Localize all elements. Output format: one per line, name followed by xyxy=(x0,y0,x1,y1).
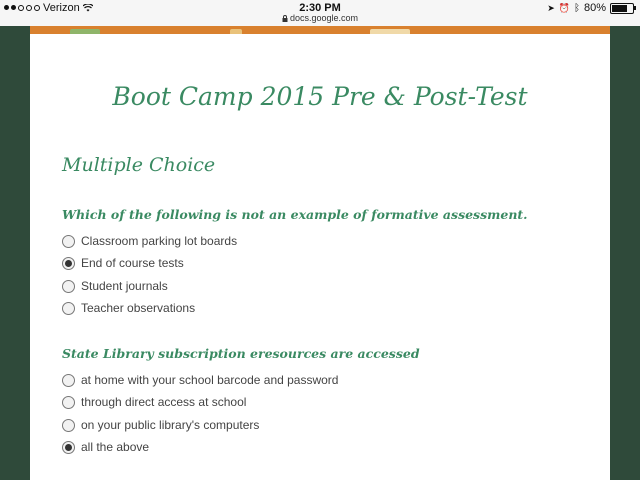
radio-button[interactable] xyxy=(62,419,75,432)
question-1-option-3[interactable] xyxy=(62,276,168,296)
radio-button[interactable] xyxy=(62,257,75,270)
option-label: at home with your school barcode and password xyxy=(81,373,339,387)
option-label: all the above xyxy=(81,440,150,454)
form-header-banner xyxy=(30,26,610,34)
radio-button[interactable] xyxy=(62,374,75,387)
option-label: Classroom parking lot boards xyxy=(81,234,238,248)
question-2-option-4[interactable] xyxy=(62,437,149,457)
battery-percent: 80% xyxy=(583,2,606,14)
option-label: Student journals xyxy=(81,279,168,293)
carrier-label: Verizon xyxy=(43,2,80,14)
status-right xyxy=(547,2,634,14)
option-label: Teacher observations xyxy=(81,301,196,315)
form-card xyxy=(30,34,610,480)
radio-button[interactable] xyxy=(62,441,75,454)
question-2-text: State Library subscription eresources are accessed xyxy=(62,346,420,361)
battery-fill xyxy=(612,5,627,12)
radio-button[interactable] xyxy=(62,396,75,409)
location-icon: ➤ xyxy=(547,2,555,13)
option-label: through direct access at school xyxy=(81,395,247,409)
question-1-option-4[interactable] xyxy=(62,298,195,318)
question-2-option-2[interactable] xyxy=(62,392,246,412)
status-bar xyxy=(0,0,640,26)
form-title: Boot Camp 2015 Pre & Post-Test xyxy=(112,82,528,111)
question-1-option-2[interactable] xyxy=(62,253,184,273)
bluetooth-icon: ᛒ xyxy=(573,2,580,14)
section-title: Multiple Choice xyxy=(62,154,216,176)
question-2-option-1[interactable] xyxy=(62,370,338,390)
url-display[interactable] xyxy=(0,13,640,23)
alarm-icon: ⏰ xyxy=(558,2,570,13)
question-1-option-1[interactable] xyxy=(62,231,237,251)
question-2-option-3[interactable] xyxy=(62,415,259,435)
radio-button[interactable] xyxy=(62,235,75,248)
status-time: 2:30 PM xyxy=(299,2,341,14)
radio-button[interactable] xyxy=(62,302,75,315)
lock-icon xyxy=(282,15,288,22)
url-text: docs.google.com xyxy=(289,13,359,23)
battery-icon xyxy=(610,3,634,14)
option-label: End of course tests xyxy=(81,256,184,270)
radio-button[interactable] xyxy=(62,280,75,293)
option-label: on your public library's computers xyxy=(81,418,260,432)
question-1-text: Which of the following is not an example of formative assessment. xyxy=(62,207,528,222)
